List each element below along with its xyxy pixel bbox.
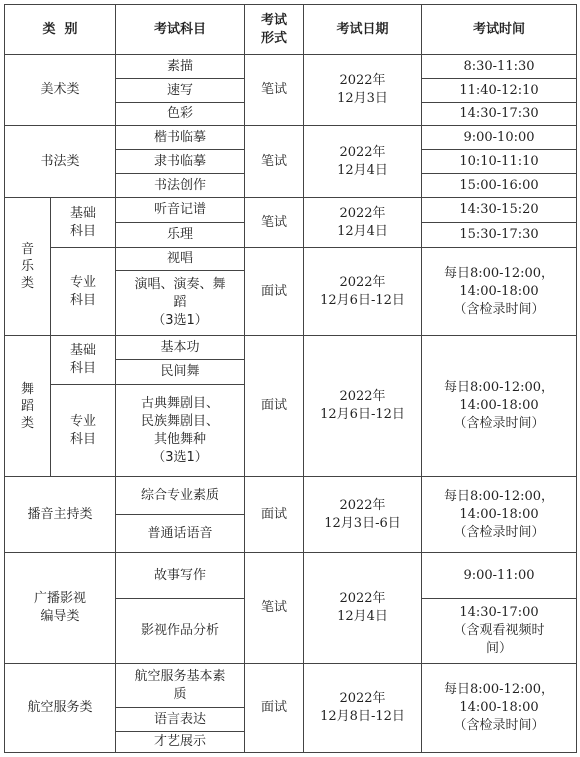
subject-cell: 语言表达 xyxy=(153,711,206,727)
subject-cell: 视唱 xyxy=(166,251,193,266)
time-cell: 9:00-11:00 xyxy=(463,567,535,583)
subject-cell: 隶书临摹 xyxy=(153,153,206,169)
subject-cell: 航空服务基本素 质 xyxy=(134,668,226,702)
header-category: 类 别 xyxy=(42,21,78,37)
subject-cell: 演唱、演奏、舞 蹈 （3选1） xyxy=(134,277,226,328)
date-cell: 2022年 12月8日-12日 xyxy=(320,691,405,724)
subject-cell: 色彩 xyxy=(166,106,193,121)
header-date: 考试日期 xyxy=(336,21,389,37)
form-cell: 面试 xyxy=(260,700,287,715)
time-cell: 14:30-17:00 （含观看视频时 间） xyxy=(453,605,545,656)
form-cell: 笔试 xyxy=(260,82,287,97)
time-cell: 每日8:00-12:00， 14:00-18:00 （含检录时间） xyxy=(443,265,555,317)
time-cell: 14:30-15:20 xyxy=(459,202,539,217)
subject-cell: 综合专业素质 xyxy=(140,487,219,503)
date-cell: 2022年 12月4日 xyxy=(337,144,388,178)
category-broadcast: 播音主持类 xyxy=(27,506,93,522)
header-subject: 考试科目 xyxy=(153,21,206,37)
time-cell: 10:10-11:10 xyxy=(459,153,539,169)
subject-cell: 民间舞 xyxy=(160,364,200,379)
subject-cell: 基本功 xyxy=(160,339,200,355)
time-cell: 每日8:00-12:00， 14:00-18:00 （含检录时间） xyxy=(443,488,555,540)
music-pro-label: 专业 科目 xyxy=(69,274,96,308)
form-cell: 笔试 xyxy=(260,600,287,615)
subject-cell: 才艺展示 xyxy=(153,734,206,749)
date-cell: 2022年 12月3日-6日 xyxy=(324,497,401,531)
category-dance: 舞 蹈 类 xyxy=(20,381,34,431)
form-cell: 面试 xyxy=(260,283,287,299)
subject-cell: 楷书临摹 xyxy=(153,129,206,145)
subject-cell: 素描 xyxy=(166,58,193,74)
date-cell: 2022年 12月4日 xyxy=(337,591,388,624)
time-cell: 每日8:00-12:00， 14:00-18:00 （含检录时间） xyxy=(443,380,555,431)
dance-pro-label: 专业 科目 xyxy=(69,413,96,447)
subject-cell: 故事写作 xyxy=(153,567,206,583)
form-cell: 笔试 xyxy=(260,214,287,230)
subject-cell: 书法创作 xyxy=(153,177,206,193)
date-cell: 2022年 12月3日 xyxy=(337,73,388,106)
time-cell: 9:00-10:00 xyxy=(463,129,535,145)
time-cell: 11:40-12:10 xyxy=(459,82,539,98)
time-cell: 8:30-11:30 xyxy=(463,58,535,74)
subject-cell: 普通话语音 xyxy=(147,525,213,541)
category-aviation: 航空服务类 xyxy=(27,700,93,715)
date-cell: 2022年 12月6日-12日 xyxy=(320,389,405,422)
category-calligraphy: 书法类 xyxy=(40,153,80,169)
category-art: 美术类 xyxy=(40,82,80,97)
subject-cell: 乐理 xyxy=(166,227,193,242)
music-basic-label: 基础 科目 xyxy=(69,205,96,239)
time-cell: 14:30-17:30 xyxy=(459,106,539,121)
subject-cell: 听音记谱 xyxy=(153,202,206,217)
category-directing: 广播影视 编导类 xyxy=(33,591,86,624)
form-cell: 面试 xyxy=(260,506,287,522)
time-cell: 15:30-17:30 xyxy=(459,227,539,242)
header-time: 考试时间 xyxy=(472,21,525,37)
subject-cell: 影视作品分析 xyxy=(140,623,219,638)
header-form: 考试 形式 xyxy=(260,12,287,46)
time-cell: 每日8:00-12:00， 14:00-18:00 （含检录时间） xyxy=(443,682,555,733)
time-cell: 15:00-16:00 xyxy=(459,177,539,193)
form-cell: 面试 xyxy=(260,398,287,413)
subject-cell: 古典舞剧目、 民族舞剧目、 其他舞种 （3选1） xyxy=(140,395,219,465)
form-cell: 笔试 xyxy=(260,153,287,169)
date-cell: 2022年 12月4日 xyxy=(337,205,388,239)
dance-basic-label: 基础 科目 xyxy=(69,343,96,376)
date-cell: 2022年 12月6日-12日 xyxy=(320,274,405,308)
subject-cell: 速写 xyxy=(166,82,193,98)
category-music: 音 乐 类 xyxy=(20,242,34,291)
